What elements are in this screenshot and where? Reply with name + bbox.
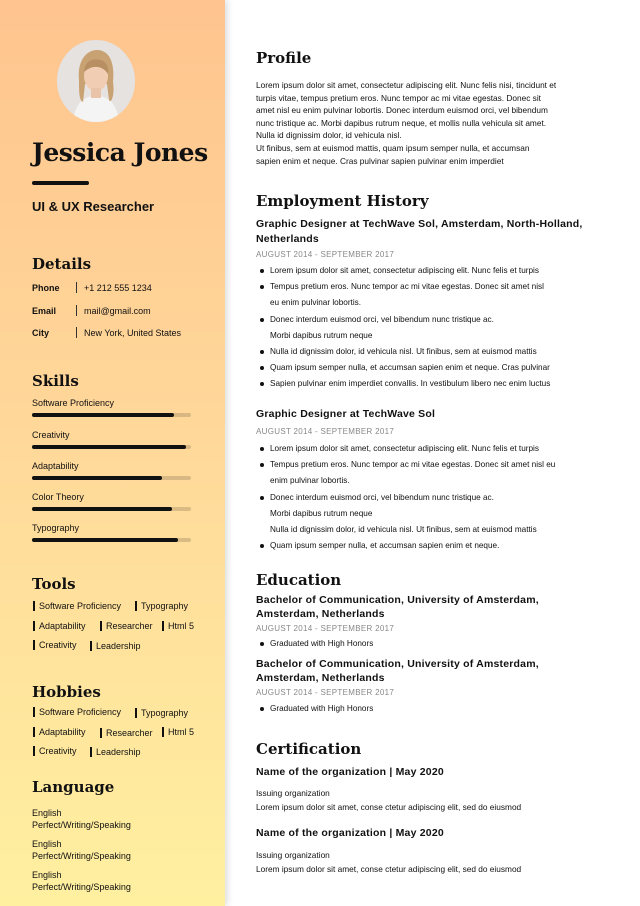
job-bullets xyxy=(256,263,630,393)
language-name: English xyxy=(32,839,62,849)
list-item: enim pulvinar lobortis. xyxy=(270,476,350,486)
profile-line: sapien enim et neque. Cras pulvinar sapien pulvinar enim imperdiet xyxy=(256,155,504,166)
language-item xyxy=(32,838,131,862)
detail-divider xyxy=(76,305,77,316)
hobby-tag: Researcher xyxy=(100,728,153,738)
cert-issuer: Issuing organization xyxy=(256,788,330,798)
profile-heading: Profile xyxy=(256,49,312,67)
education-bullets xyxy=(256,636,630,652)
skill-label: Typography xyxy=(32,523,80,533)
profile-line: amet nisl eu enim pulvinar lobortis. Donec interdum euismod orci, vel bibendum xyxy=(256,105,548,116)
list-item: Lorem ipsum dolor sit amet, consectetur adipiscing elit. Nunc felis et turpis xyxy=(256,263,630,279)
skill-label: Software Proficiency xyxy=(32,398,115,408)
language-name: English xyxy=(32,808,62,818)
job-title xyxy=(256,407,630,422)
list-item: Quam ipsum semper nulla, et accumsan sapien enim et neque. xyxy=(256,538,630,554)
language-item xyxy=(32,807,131,831)
skill-bar xyxy=(32,538,191,542)
hobby-tag: Html 5 xyxy=(162,727,194,737)
skills-heading: Skills xyxy=(32,372,79,390)
education-title-line: Amsterdam, Netherlands xyxy=(256,607,385,620)
skill-bar xyxy=(32,445,191,449)
tool-tag: Software Proficiency xyxy=(33,601,121,611)
job-title-line: Netherlands xyxy=(256,233,319,245)
tool-tag: Html 5 xyxy=(162,621,194,631)
detail-label: Email xyxy=(32,305,57,316)
detail-value: +1 212 555 1234 xyxy=(84,282,152,293)
tool-tag: Adaptability xyxy=(33,621,86,631)
tools-heading: Tools xyxy=(32,575,76,593)
list-item: Donec interdum euismod orci, vel bibendum nunc tristique ac. xyxy=(256,490,630,506)
language-heading: Language xyxy=(32,778,115,796)
job-title-line: Graphic Designer at TechWave Sol, Amsterdam, North-Holland, xyxy=(256,218,583,230)
skill-bar-fill xyxy=(32,445,186,449)
detail-label: City xyxy=(32,327,50,338)
list-item: Nulla id dignissim dolor, id vehicula nisl. Ut finibus, sem at euismod mattis xyxy=(256,344,630,360)
skill-bar xyxy=(32,476,191,480)
cert-issuer: Issuing organization xyxy=(256,850,330,860)
education-date: AUGUST 2014 - SEPTEMBER 2017 xyxy=(256,688,395,697)
skill-bar-fill xyxy=(32,413,174,417)
cert-text: Lorem ipsum dolor sit amet, conse ctetur adipiscing elit, sed do eiusmod xyxy=(256,802,522,812)
skill-label: Color Theory xyxy=(32,492,84,502)
list-item: Morbi dapibus rutrum neque xyxy=(270,508,373,518)
education-title-line: Bachelor of Communication, University of Amsterdam, xyxy=(256,594,539,606)
hobbies-heading: Hobbies xyxy=(32,683,101,701)
list-item: eu enim pulvinar lobortis. xyxy=(270,298,362,308)
profile-line: turpis vitae, tempus pretium eros. Nunc tempor ac mi vitae egestas. Donec sit xyxy=(256,92,541,103)
detail-row-city xyxy=(32,327,181,338)
language-item xyxy=(32,869,131,893)
list-item: Morbi dapibus rutrum neque xyxy=(270,330,373,340)
tool-tag: Typography xyxy=(135,601,188,611)
list-item: Lorem ipsum dolor sit amet, consectetur adipiscing elit. Nunc felis et turpis xyxy=(256,441,630,457)
avatar xyxy=(57,40,135,122)
tool-tag: Leadership xyxy=(90,641,141,651)
language-level: Perfect/Writing/Speaking xyxy=(32,851,131,861)
details-heading: Details xyxy=(32,255,92,273)
profile-photo xyxy=(57,40,135,122)
list-item: Graduated with High Honors xyxy=(256,636,630,652)
skill-label: Creativity xyxy=(32,430,70,440)
detail-label: Phone xyxy=(32,282,60,293)
skill-bar-fill xyxy=(32,538,178,542)
candidate-name: Jessica Jones xyxy=(32,138,208,167)
education-title xyxy=(256,658,630,685)
hobby-tag: Creativity xyxy=(33,746,77,756)
tool-tag: Researcher xyxy=(100,621,153,631)
list-item: Graduated with High Honors xyxy=(256,701,630,717)
list-item: Donec interdum euismod orci, vel bibendum nunc tristique ac. xyxy=(256,312,630,328)
list-item: Tempus pretium eros. Nunc tempor ac mi vitae egestas. Donec sit amet nisl xyxy=(256,279,630,295)
profile-line: nunc tristique ac. Morbi dapibus rutrum neque, et mollis nulla vehicula sit amet. xyxy=(256,117,547,128)
skill-bar xyxy=(32,413,191,417)
cert-text: Lorem ipsum dolor sit amet, conse ctetur adipiscing elit, sed do eiusmod xyxy=(256,864,522,874)
employment-heading: Employment History xyxy=(256,192,429,210)
detail-divider xyxy=(76,282,77,293)
skill-label: Adaptability xyxy=(32,461,79,471)
candidate-role: UI & UX Researcher xyxy=(32,199,155,214)
job-title-line: Graphic Designer at TechWave Sol xyxy=(256,408,436,420)
job-title xyxy=(256,217,630,247)
education-title-line: Bachelor of Communication, University of Amsterdam, xyxy=(256,658,539,670)
detail-value: New York, United States xyxy=(84,327,182,338)
cert-title: Name of the organization | May 2020 xyxy=(256,827,444,839)
list-item: Sapien pulvinar enim imperdiet convallis. In vestibulum libero nec enim luctus xyxy=(256,376,630,392)
name-underline xyxy=(32,181,89,185)
hobby-tag: Adaptability xyxy=(33,727,86,737)
hobby-tag: Leadership xyxy=(90,747,141,757)
job-date: AUGUST 2014 - SEPTEMBER 2017 xyxy=(256,250,395,259)
cert-title: Name of the organization | May 2020 xyxy=(256,766,444,778)
list-item: Quam ipsum semper nulla, et accumsan sapien enim et neque. Cras pulvinar xyxy=(256,360,630,376)
list-item: Tempus pretium eros. Nunc tempor ac mi vitae egestas. Donec sit amet nisl eu xyxy=(256,457,630,473)
tool-tag: Creativity xyxy=(33,640,77,650)
education-title xyxy=(256,594,630,621)
skill-bar-fill xyxy=(32,507,172,511)
list-item: Nulla id dignissim dolor, id vehicula nisl. Ut finibus, sem at euismod mattis xyxy=(270,525,537,535)
detail-divider xyxy=(76,327,77,338)
hobby-tag: Software Proficiency xyxy=(33,707,121,717)
certification-heading: Certification xyxy=(256,740,362,758)
skill-bar-fill xyxy=(32,476,162,480)
hobby-tag: Typography xyxy=(135,708,188,718)
education-title-line: Amsterdam, Netherlands xyxy=(256,671,385,684)
profile-line: Ut finibus, sem at euismod mattis, quam ipsum semper nulla, et accumsan xyxy=(256,142,530,153)
detail-value: mail@gmail.com xyxy=(84,305,151,316)
language-level: Perfect/Writing/Speaking xyxy=(32,820,131,830)
profile-line: Lorem ipsum dolor sit amet, consectetur adipiscing elit. Nunc felis nisi, tincidunt et xyxy=(256,80,557,90)
language-level: Perfect/Writing/Speaking xyxy=(32,882,131,892)
profile-text xyxy=(256,79,622,167)
detail-row-phone xyxy=(32,282,152,293)
detail-row-email xyxy=(32,305,151,316)
job-bullets xyxy=(256,441,630,554)
education-bullets xyxy=(256,701,630,717)
job-date: AUGUST 2014 - SEPTEMBER 2017 xyxy=(256,427,395,436)
education-heading: Education xyxy=(256,571,342,589)
language-name: English xyxy=(32,870,62,880)
profile-line: Nulla id dignissim dolor, id vehicula nisl. xyxy=(256,130,402,141)
sidebar xyxy=(0,0,225,906)
education-date: AUGUST 2014 - SEPTEMBER 2017 xyxy=(256,624,395,633)
skill-bar xyxy=(32,507,191,511)
